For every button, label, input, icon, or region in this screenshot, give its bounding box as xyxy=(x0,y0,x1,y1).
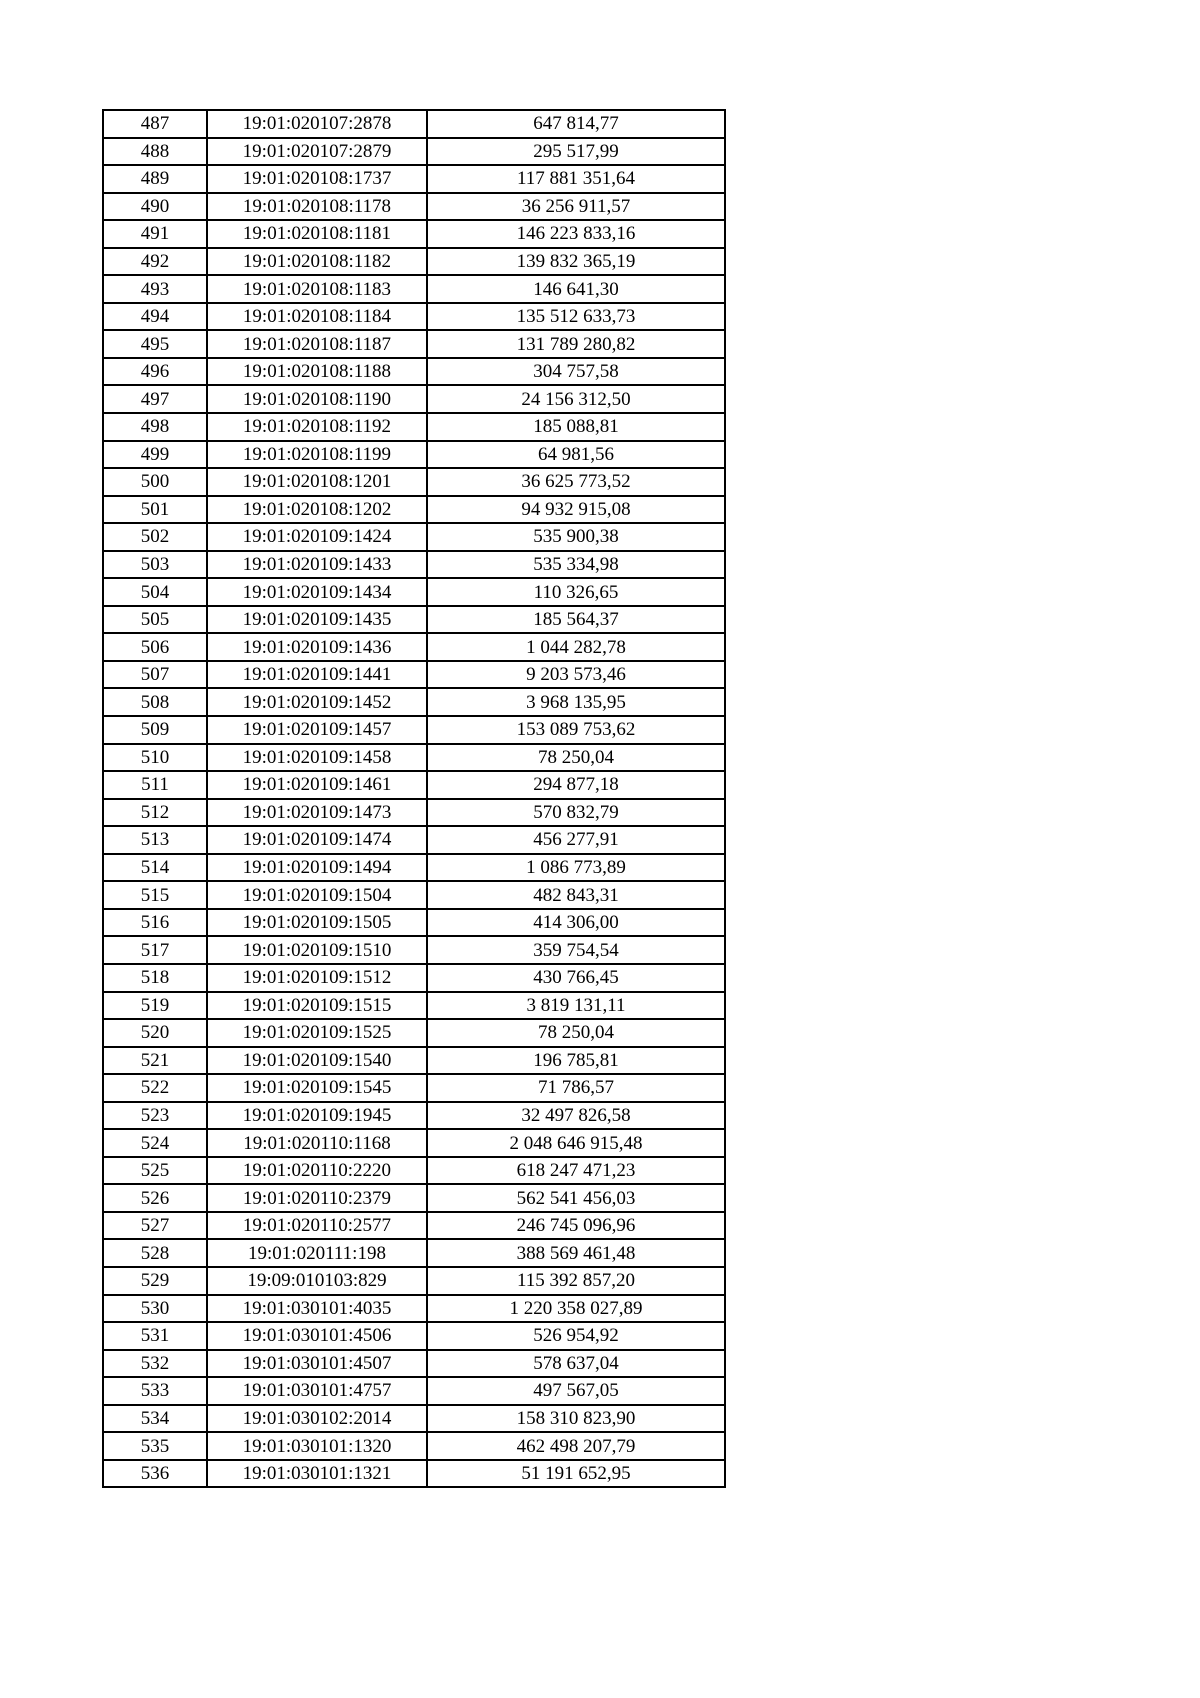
table-row xyxy=(103,441,725,469)
table-row xyxy=(103,826,725,854)
table-row xyxy=(103,1129,725,1157)
table-row xyxy=(103,606,725,634)
table-row xyxy=(103,1047,725,1075)
row-number-cell: 497 xyxy=(103,385,207,413)
row-number-cell: 502 xyxy=(103,523,207,551)
table-row xyxy=(103,275,725,303)
cadastral-number-cell: 19:01:020109:1505 xyxy=(207,909,427,937)
cadastral-number-cell: 19:01:020107:2878 xyxy=(207,110,427,138)
row-number-cell: 531 xyxy=(103,1322,207,1350)
value-cell: 1 044 282,78 xyxy=(427,633,725,661)
cadastral-number-cell: 19:01:020108:1737 xyxy=(207,165,427,193)
value-cell: 482 843,31 xyxy=(427,881,725,909)
cadastral-number-cell: 19:01:020108:1192 xyxy=(207,413,427,441)
row-number-cell: 516 xyxy=(103,909,207,937)
cadastral-number-cell: 19:01:020108:1202 xyxy=(207,496,427,524)
cadastral-number-cell: 19:01:020108:1183 xyxy=(207,275,427,303)
row-number-cell: 499 xyxy=(103,441,207,469)
cadastral-number-cell: 19:01:030101:1321 xyxy=(207,1460,427,1488)
cadastral-number-cell: 19:01:020109:1441 xyxy=(207,661,427,689)
value-cell: 71 786,57 xyxy=(427,1074,725,1102)
value-cell: 3 968 135,95 xyxy=(427,688,725,716)
table-row xyxy=(103,661,725,689)
row-number-cell: 512 xyxy=(103,799,207,827)
cadastral-number-cell: 19:01:020108:1199 xyxy=(207,441,427,469)
row-number-cell: 526 xyxy=(103,1184,207,1212)
value-cell: 562 541 456,03 xyxy=(427,1184,725,1212)
row-number-cell: 507 xyxy=(103,661,207,689)
value-cell: 185 088,81 xyxy=(427,413,725,441)
row-number-cell: 510 xyxy=(103,744,207,772)
row-number-cell: 534 xyxy=(103,1405,207,1433)
row-number-cell: 494 xyxy=(103,303,207,331)
value-cell: 526 954,92 xyxy=(427,1322,725,1350)
value-cell: 3 819 131,11 xyxy=(427,992,725,1020)
table-row xyxy=(103,1432,725,1460)
table-row xyxy=(103,1184,725,1212)
value-cell: 359 754,54 xyxy=(427,936,725,964)
cadastral-number-cell: 19:01:020109:1435 xyxy=(207,606,427,634)
value-cell: 1 220 358 027,89 xyxy=(427,1295,725,1323)
row-number-cell: 504 xyxy=(103,578,207,606)
table-row xyxy=(103,165,725,193)
value-cell: 9 203 573,46 xyxy=(427,661,725,689)
value-cell: 36 625 773,52 xyxy=(427,468,725,496)
cadastral-number-cell: 19:01:020109:1945 xyxy=(207,1102,427,1130)
cadastral-number-cell: 19:01:020109:1424 xyxy=(207,523,427,551)
table-row xyxy=(103,854,725,882)
cadastral-number-cell: 19:01:020108:1187 xyxy=(207,330,427,358)
value-cell: 570 832,79 xyxy=(427,799,725,827)
cadastral-number-cell: 19:01:020109:1436 xyxy=(207,633,427,661)
row-number-cell: 536 xyxy=(103,1460,207,1488)
cadastral-number-cell: 19:01:020108:1188 xyxy=(207,358,427,386)
row-number-cell: 514 xyxy=(103,854,207,882)
table-body xyxy=(103,110,725,1487)
cadastral-number-cell: 19:01:020109:1510 xyxy=(207,936,427,964)
table-row xyxy=(103,992,725,1020)
row-number-cell: 496 xyxy=(103,358,207,386)
row-number-cell: 508 xyxy=(103,688,207,716)
value-cell: 131 789 280,82 xyxy=(427,330,725,358)
cadastral-number-cell: 19:01:020108:1181 xyxy=(207,220,427,248)
value-cell: 246 745 096,96 xyxy=(427,1212,725,1240)
value-cell: 185 564,37 xyxy=(427,606,725,634)
row-number-cell: 522 xyxy=(103,1074,207,1102)
value-cell: 578 637,04 xyxy=(427,1350,725,1378)
table-row xyxy=(103,909,725,937)
cadastral-number-cell: 19:01:020109:1433 xyxy=(207,551,427,579)
cadastral-number-cell: 19:01:020110:2379 xyxy=(207,1184,427,1212)
table-row xyxy=(103,578,725,606)
table-row xyxy=(103,1102,725,1130)
cadastral-number-cell: 19:01:020108:1190 xyxy=(207,385,427,413)
value-cell: 115 392 857,20 xyxy=(427,1267,725,1295)
row-number-cell: 518 xyxy=(103,964,207,992)
cadastral-number-cell: 19:01:020107:2879 xyxy=(207,138,427,166)
row-number-cell: 493 xyxy=(103,275,207,303)
value-cell: 117 881 351,64 xyxy=(427,165,725,193)
row-number-cell: 523 xyxy=(103,1102,207,1130)
value-cell: 78 250,04 xyxy=(427,1019,725,1047)
row-number-cell: 532 xyxy=(103,1350,207,1378)
cadastral-number-cell: 19:01:030102:2014 xyxy=(207,1405,427,1433)
value-cell: 64 981,56 xyxy=(427,441,725,469)
row-number-cell: 495 xyxy=(103,330,207,358)
value-cell: 618 247 471,23 xyxy=(427,1157,725,1185)
value-cell: 139 832 365,19 xyxy=(427,248,725,276)
table-row xyxy=(103,468,725,496)
value-cell: 24 156 312,50 xyxy=(427,385,725,413)
row-number-cell: 525 xyxy=(103,1157,207,1185)
cadastral-number-cell: 19:01:020109:1512 xyxy=(207,964,427,992)
table-row xyxy=(103,936,725,964)
cadastral-number-cell: 19:01:020110:2220 xyxy=(207,1157,427,1185)
value-cell: 2 048 646 915,48 xyxy=(427,1129,725,1157)
cadastral-number-cell: 19:01:020108:1201 xyxy=(207,468,427,496)
value-cell: 456 277,91 xyxy=(427,826,725,854)
row-number-cell: 529 xyxy=(103,1267,207,1295)
value-cell: 51 191 652,95 xyxy=(427,1460,725,1488)
cadastral-number-cell: 19:01:030101:4035 xyxy=(207,1295,427,1323)
table-row xyxy=(103,551,725,579)
cadastral-number-cell: 19:01:020109:1504 xyxy=(207,881,427,909)
cadastral-number-cell: 19:09:010103:829 xyxy=(207,1267,427,1295)
table-row xyxy=(103,248,725,276)
value-cell: 1 086 773,89 xyxy=(427,854,725,882)
row-number-cell: 520 xyxy=(103,1019,207,1047)
table-row xyxy=(103,1239,725,1267)
row-number-cell: 524 xyxy=(103,1129,207,1157)
value-cell: 153 089 753,62 xyxy=(427,716,725,744)
value-cell: 158 310 823,90 xyxy=(427,1405,725,1433)
table-row xyxy=(103,881,725,909)
cadastral-number-cell: 19:01:020109:1494 xyxy=(207,854,427,882)
value-cell: 535 900,38 xyxy=(427,523,725,551)
value-cell: 146 223 833,16 xyxy=(427,220,725,248)
cadastral-number-cell: 19:01:020110:1168 xyxy=(207,1129,427,1157)
cadastral-number-cell: 19:01:020109:1474 xyxy=(207,826,427,854)
row-number-cell: 517 xyxy=(103,936,207,964)
table-row xyxy=(103,1295,725,1323)
cadastral-number-cell: 19:01:020110:2577 xyxy=(207,1212,427,1240)
cadastral-number-cell: 19:01:020109:1515 xyxy=(207,992,427,1020)
table-row xyxy=(103,716,725,744)
row-number-cell: 488 xyxy=(103,138,207,166)
table-row xyxy=(103,1377,725,1405)
cadastral-value-table xyxy=(102,109,726,1488)
table-row xyxy=(103,1267,725,1295)
row-number-cell: 528 xyxy=(103,1239,207,1267)
cadastral-number-cell: 19:01:020108:1182 xyxy=(207,248,427,276)
cadastral-number-cell: 19:01:020109:1461 xyxy=(207,771,427,799)
cadastral-number-cell: 19:01:030101:4757 xyxy=(207,1377,427,1405)
value-cell: 462 498 207,79 xyxy=(427,1432,725,1460)
table-row xyxy=(103,1460,725,1488)
value-cell: 304 757,58 xyxy=(427,358,725,386)
row-number-cell: 503 xyxy=(103,551,207,579)
cadastral-number-cell: 19:01:020108:1184 xyxy=(207,303,427,331)
cadastral-number-cell: 19:01:020109:1434 xyxy=(207,578,427,606)
row-number-cell: 509 xyxy=(103,716,207,744)
row-number-cell: 527 xyxy=(103,1212,207,1240)
table-row xyxy=(103,688,725,716)
row-number-cell: 492 xyxy=(103,248,207,276)
row-number-cell: 487 xyxy=(103,110,207,138)
cadastral-number-cell: 19:01:030101:1320 xyxy=(207,1432,427,1460)
row-number-cell: 533 xyxy=(103,1377,207,1405)
row-number-cell: 491 xyxy=(103,220,207,248)
cadastral-number-cell: 19:01:020109:1525 xyxy=(207,1019,427,1047)
table-row xyxy=(103,385,725,413)
row-number-cell: 515 xyxy=(103,881,207,909)
row-number-cell: 519 xyxy=(103,992,207,1020)
value-cell: 294 877,18 xyxy=(427,771,725,799)
cadastral-number-cell: 19:01:020108:1178 xyxy=(207,193,427,221)
row-number-cell: 535 xyxy=(103,1432,207,1460)
row-number-cell: 511 xyxy=(103,771,207,799)
row-number-cell: 530 xyxy=(103,1295,207,1323)
row-number-cell: 489 xyxy=(103,165,207,193)
cadastral-number-cell: 19:01:020109:1457 xyxy=(207,716,427,744)
value-cell: 32 497 826,58 xyxy=(427,1102,725,1130)
value-cell: 94 932 915,08 xyxy=(427,496,725,524)
row-number-cell: 513 xyxy=(103,826,207,854)
table-row xyxy=(103,1157,725,1185)
value-cell: 414 306,00 xyxy=(427,909,725,937)
table-row xyxy=(103,413,725,441)
cadastral-number-cell: 19:01:020109:1458 xyxy=(207,744,427,772)
value-cell: 146 641,30 xyxy=(427,275,725,303)
table-row xyxy=(103,744,725,772)
value-cell: 295 517,99 xyxy=(427,138,725,166)
table-row xyxy=(103,1212,725,1240)
row-number-cell: 505 xyxy=(103,606,207,634)
cadastral-number-cell: 19:01:020109:1473 xyxy=(207,799,427,827)
table-row xyxy=(103,799,725,827)
value-cell: 196 785,81 xyxy=(427,1047,725,1075)
value-cell: 78 250,04 xyxy=(427,744,725,772)
table-row xyxy=(103,1350,725,1378)
value-cell: 110 326,65 xyxy=(427,578,725,606)
value-cell: 647 814,77 xyxy=(427,110,725,138)
value-cell: 497 567,05 xyxy=(427,1377,725,1405)
value-cell: 388 569 461,48 xyxy=(427,1239,725,1267)
table-row xyxy=(103,110,725,138)
row-number-cell: 506 xyxy=(103,633,207,661)
table-row xyxy=(103,1322,725,1350)
row-number-cell: 521 xyxy=(103,1047,207,1075)
cadastral-number-cell: 19:01:030101:4507 xyxy=(207,1350,427,1378)
table-row xyxy=(103,964,725,992)
table-row xyxy=(103,330,725,358)
row-number-cell: 490 xyxy=(103,193,207,221)
table-row xyxy=(103,771,725,799)
row-number-cell: 500 xyxy=(103,468,207,496)
table-row xyxy=(103,1405,725,1433)
table-row xyxy=(103,358,725,386)
table-row xyxy=(103,496,725,524)
table-row xyxy=(103,303,725,331)
table-row xyxy=(103,220,725,248)
row-number-cell: 498 xyxy=(103,413,207,441)
table-row xyxy=(103,138,725,166)
table-row xyxy=(103,523,725,551)
table-row xyxy=(103,1074,725,1102)
table-row xyxy=(103,193,725,221)
table-row xyxy=(103,1019,725,1047)
value-cell: 535 334,98 xyxy=(427,551,725,579)
cadastral-number-cell: 19:01:030101:4506 xyxy=(207,1322,427,1350)
cadastral-number-cell: 19:01:020111:198 xyxy=(207,1239,427,1267)
value-cell: 36 256 911,57 xyxy=(427,193,725,221)
value-cell: 430 766,45 xyxy=(427,964,725,992)
cadastral-number-cell: 19:01:020109:1540 xyxy=(207,1047,427,1075)
cadastral-number-cell: 19:01:020109:1452 xyxy=(207,688,427,716)
row-number-cell: 501 xyxy=(103,496,207,524)
value-cell: 135 512 633,73 xyxy=(427,303,725,331)
table-row xyxy=(103,633,725,661)
cadastral-number-cell: 19:01:020109:1545 xyxy=(207,1074,427,1102)
